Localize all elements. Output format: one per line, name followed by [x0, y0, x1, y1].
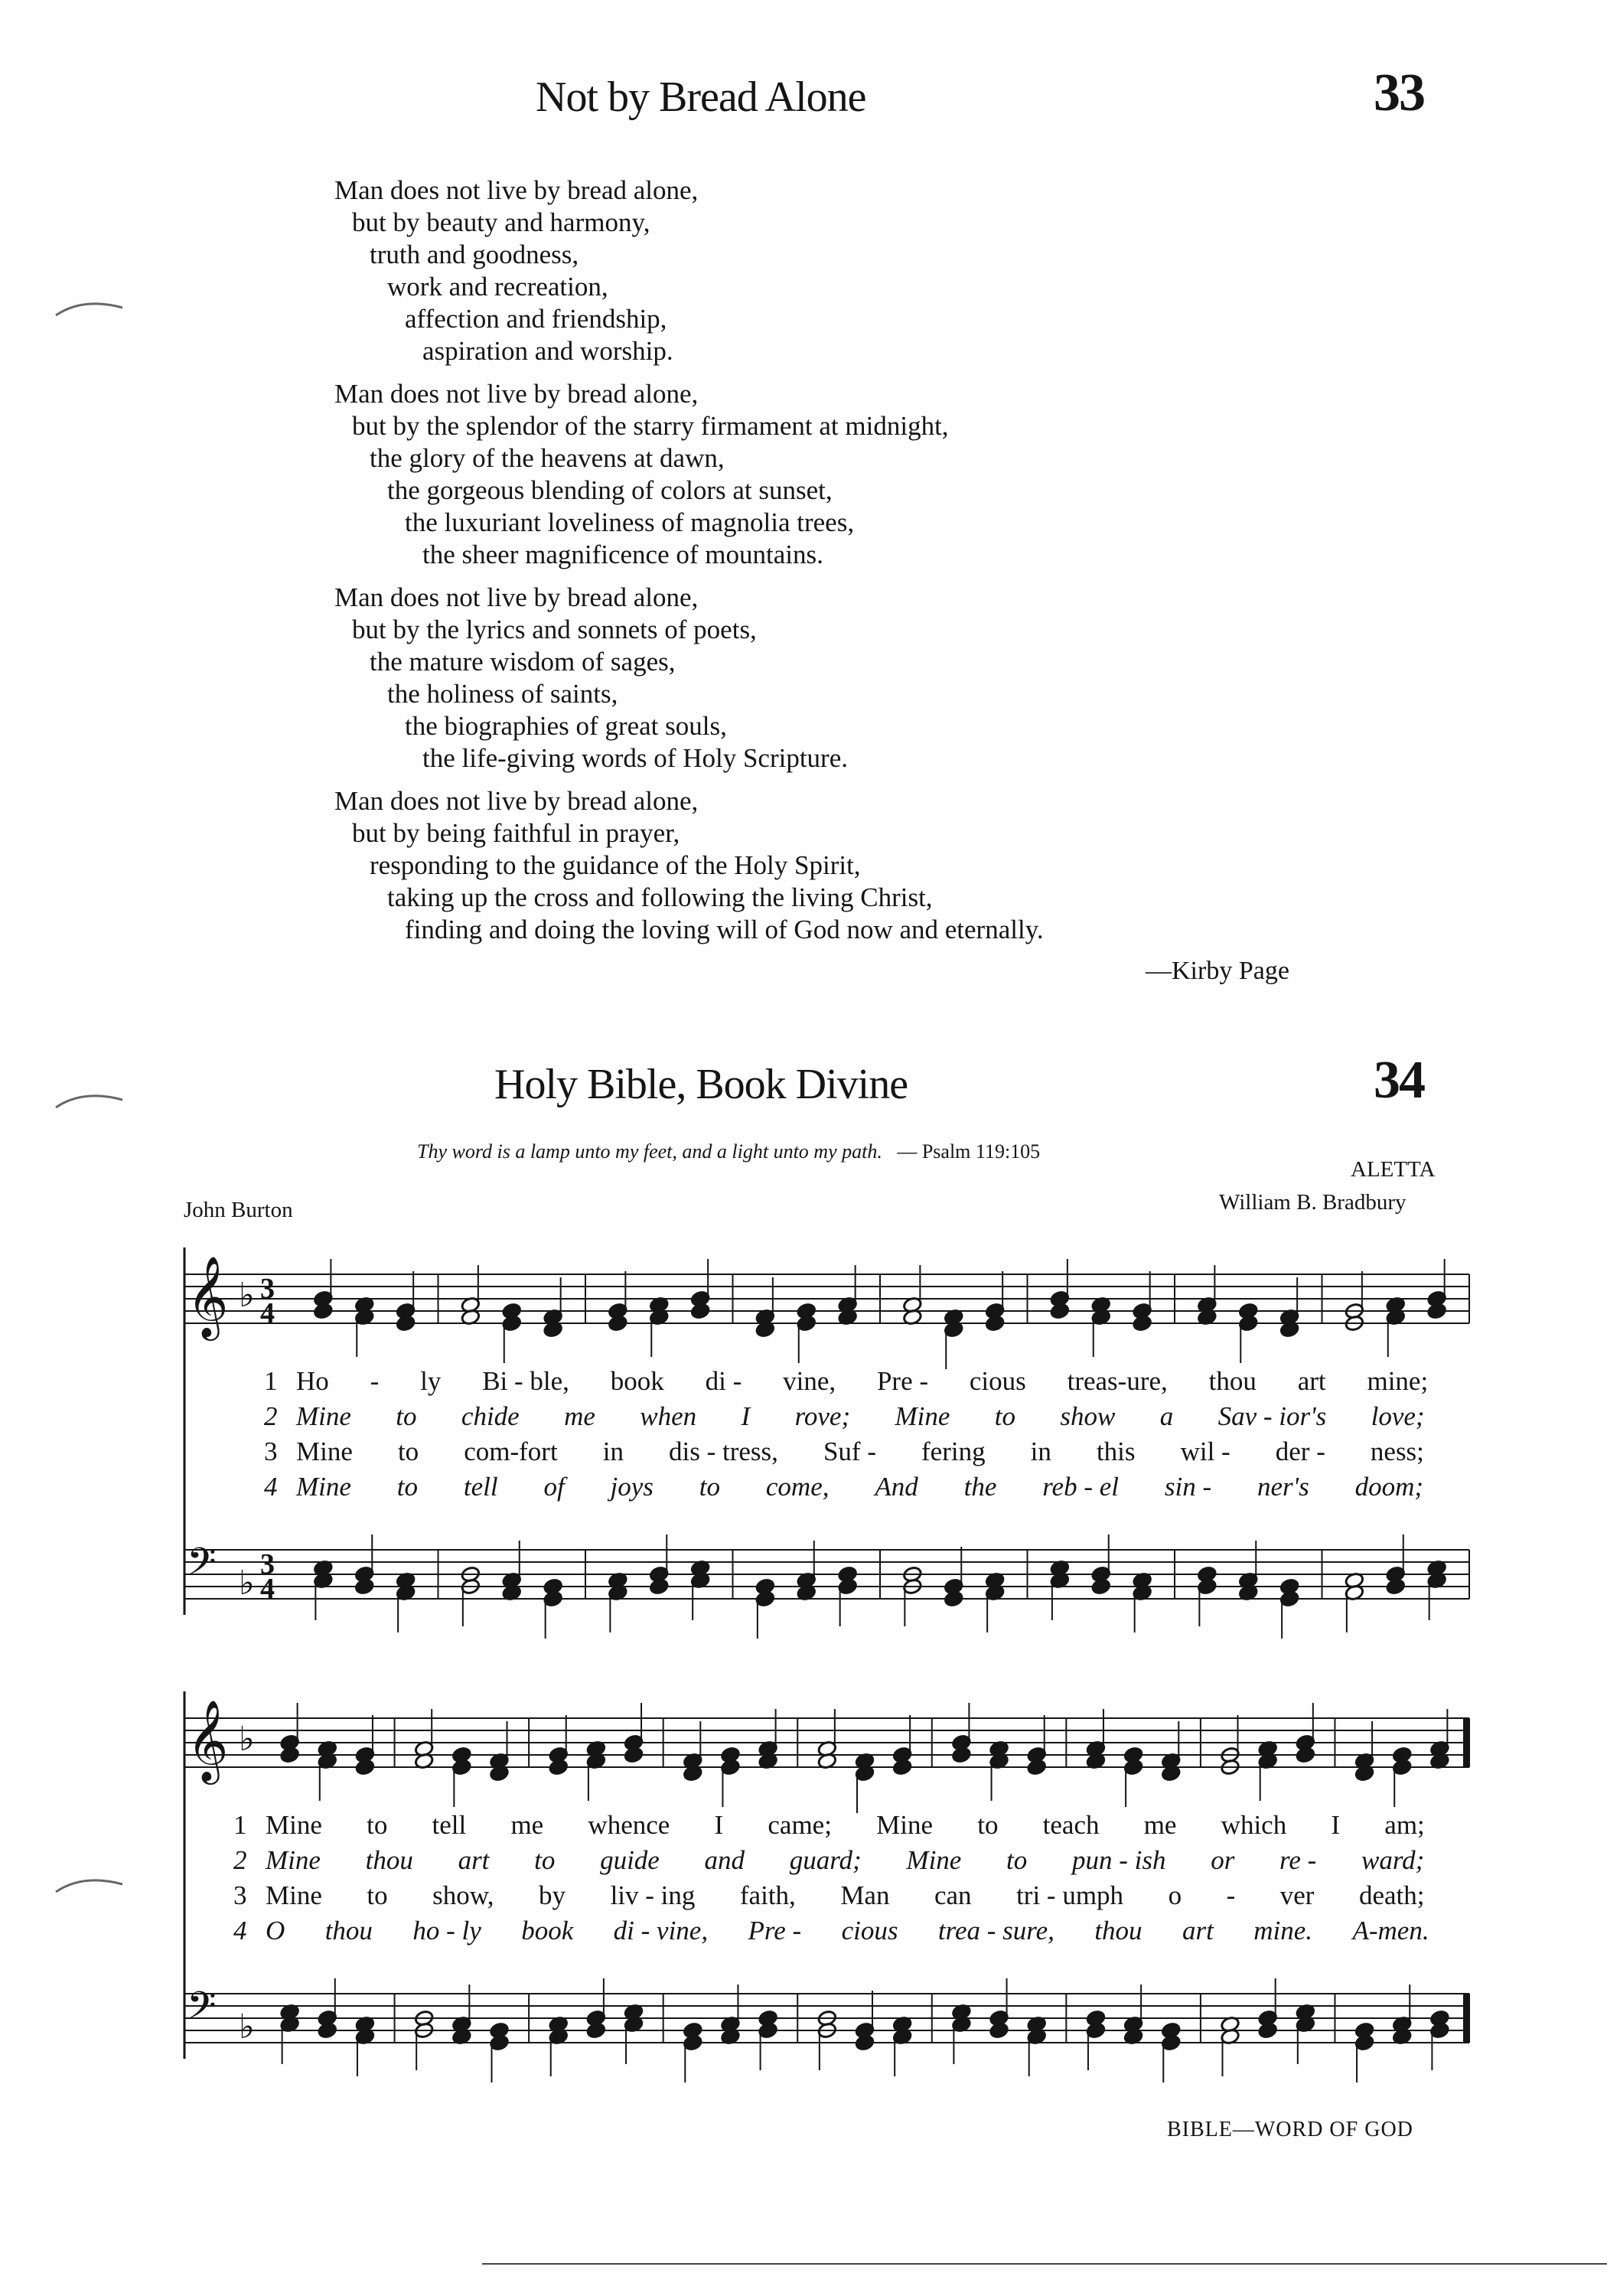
lyric-syllable: re - — [1279, 1845, 1317, 1875]
reading-stanza — [334, 582, 1329, 775]
lyric-syllable: Suf - — [823, 1437, 876, 1466]
note-head — [1427, 1303, 1447, 1320]
lyric-syllable: - — [370, 1366, 380, 1396]
lyric-syllable: to — [397, 1437, 419, 1466]
lyric-syllable: di - — [705, 1366, 742, 1396]
lyric-syllable: sin - — [1164, 1472, 1212, 1502]
verse-number: 4 — [264, 1472, 278, 1502]
reading-line: the biographies of great souls, — [405, 711, 727, 741]
note-head — [1386, 1578, 1406, 1596]
lyric-syllable: tri - umph — [1016, 1880, 1124, 1910]
reading-line: the life-giving words of Holy Scripture. — [422, 743, 849, 773]
lyric-syllable: And — [875, 1472, 918, 1502]
note-head — [624, 1746, 644, 1764]
lyric-syllable: art — [1182, 1916, 1214, 1945]
lyric-syllable: ly — [420, 1366, 442, 1396]
note-head — [951, 1746, 971, 1764]
lyric-syllable: to — [396, 1401, 417, 1431]
lyric-syllable: dis - tress, — [669, 1437, 778, 1466]
lyric-syllable: Bi - ble, — [482, 1366, 569, 1396]
bass-staff — [184, 1967, 1469, 2066]
lyric-syllable: faith, — [739, 1880, 796, 1910]
lyric-syllable: guide — [600, 1845, 660, 1875]
lyric-syllable: com-fort — [464, 1437, 558, 1466]
epigraph-text: Thy word is a lamp unto my feet, and a light unto my path. — [417, 1140, 882, 1163]
lyric-syllable: tell — [432, 1810, 467, 1840]
lyric-syllable: me — [510, 1810, 544, 1840]
note-head — [318, 2022, 337, 2040]
note-head — [313, 1303, 333, 1320]
reading-line: the mature wisdom of sages, — [370, 647, 676, 677]
lyric-syllable: came; — [768, 1810, 832, 1840]
reading-line: Man does not live by bread alone, — [334, 582, 699, 612]
lyric-syllable: of — [543, 1472, 565, 1502]
lyric-syllable: to — [699, 1472, 721, 1502]
lyric-syllable: Mine — [266, 1810, 322, 1840]
epigraph-reference: — Psalm 119:105 — [897, 1140, 1041, 1163]
note-head — [586, 2022, 606, 2040]
bass-clef-icon: 𝄢 — [187, 1984, 217, 2037]
lyric-syllable: art — [1297, 1366, 1326, 1396]
reading-line: the luxuriant loveliness of magnolia trees, — [405, 507, 855, 537]
system-brace-line — [181, 1691, 188, 2059]
flat-icon: ♭ — [239, 1277, 255, 1314]
lyrics-system-2 — [233, 1808, 1469, 1949]
note-head — [1091, 1578, 1111, 1596]
reading-line: taking up the cross and following the living Christ, — [387, 882, 933, 912]
time-signature-bottom: 4 — [260, 1573, 275, 1605]
flat-icon: ♭ — [239, 2008, 255, 2046]
lyric-syllable: ho - ly — [412, 1916, 481, 1945]
lyric-syllable: vine, — [783, 1366, 836, 1396]
lyric-syllable: teach — [1042, 1810, 1100, 1840]
treble-clef-icon: 𝄞 — [187, 1255, 229, 1337]
hymn-epigraph — [417, 1140, 1040, 1163]
lyric-syllable: art — [458, 1845, 490, 1875]
lyric-syllable: trea - sure, — [937, 1916, 1054, 1945]
lyric-syllable: a — [1159, 1401, 1174, 1431]
lyric-syllable: chide — [461, 1401, 520, 1431]
time-signature-top: 3 — [260, 1548, 275, 1580]
reading-line: Man does not live by bread alone, — [334, 379, 699, 409]
reading-line: responding to the guidance of the Holy Spirit, — [370, 850, 861, 880]
lyric-syllable: thou — [1094, 1916, 1143, 1945]
time-signature-bottom: 4 — [260, 1297, 275, 1329]
verse-number: 2 — [233, 1845, 247, 1875]
reading-line: but by being faithful in prayer, — [352, 818, 680, 848]
treble-clef-icon: 𝄞 — [187, 1699, 229, 1781]
reading-attribution: —Kirby Page — [1146, 957, 1289, 985]
lyric-syllable: o — [1168, 1880, 1182, 1910]
verse-number: 1 — [264, 1366, 278, 1396]
lyric-syllable: treas-ure, — [1067, 1366, 1168, 1396]
lyric-syllable: liv - ing — [610, 1880, 696, 1910]
lyric-syllable: by — [539, 1880, 566, 1910]
lyric-syllable: mine; — [1367, 1366, 1429, 1396]
lyric-syllable: Mine — [876, 1810, 934, 1840]
note-head — [649, 1578, 669, 1596]
lyric-syllable: thou — [1208, 1366, 1257, 1396]
punch-mark — [52, 1867, 125, 1898]
verse-number: 2 — [264, 1401, 278, 1431]
lyric-syllable: in — [1030, 1437, 1051, 1466]
lyric-syllable: der - — [1275, 1437, 1325, 1466]
hymn-number: 34 — [1374, 1051, 1424, 1110]
lyric-syllable: which — [1221, 1810, 1287, 1840]
note-head — [1258, 2022, 1278, 2040]
time-signature-top: 3 — [260, 1273, 275, 1305]
lyric-syllable: - — [1226, 1880, 1236, 1910]
lyric-syllable: in — [602, 1437, 624, 1466]
verse-line — [233, 1843, 1469, 1878]
reading-line: but by the lyrics and sonnets of poets, — [352, 615, 757, 644]
note-head — [690, 1303, 710, 1320]
lyric-syllable: me — [564, 1401, 595, 1431]
note-head — [1133, 1315, 1152, 1332]
note-head — [989, 2022, 1009, 2040]
lyric-syllable: to — [396, 1472, 419, 1502]
lyric-syllable: I — [1331, 1810, 1341, 1840]
reading-line: but by the splendor of the starry firmament at midnight, — [352, 411, 949, 441]
reading-title: Not by Bread Alone — [536, 73, 866, 121]
note-head — [608, 1315, 627, 1332]
lyric-syllable: show, — [432, 1880, 494, 1910]
verse-line — [264, 1399, 1469, 1434]
reading-stanza — [334, 174, 1329, 367]
lyric-syllable: Pre - — [748, 1916, 802, 1945]
reading-line: affection and friendship, — [405, 304, 667, 334]
lyric-syllable: the — [963, 1472, 997, 1502]
note-head — [1050, 1303, 1070, 1320]
lyric-syllable: Mine — [266, 1880, 322, 1910]
reading-line: Man does not live by bread alone, — [334, 786, 699, 816]
reading-stanza — [334, 785, 1329, 946]
lyric-syllable: Mine — [266, 1845, 321, 1875]
verse-line — [233, 1878, 1469, 1913]
lyric-syllable: I — [714, 1810, 724, 1840]
lyric-syllable: mine. — [1253, 1916, 1313, 1945]
lyric-syllable: can — [934, 1880, 972, 1910]
verse-line — [264, 1364, 1469, 1399]
lyric-syllable: wil - — [1180, 1437, 1231, 1466]
lyric-syllable: show — [1060, 1401, 1116, 1431]
treble-staff — [184, 1691, 1469, 1791]
reading-line: the glory of the heavens at dawn, — [370, 443, 725, 473]
lyric-syllable: di - vine, — [613, 1916, 709, 1945]
bass-staff — [184, 1523, 1469, 1623]
lyric-syllable: Mine — [906, 1845, 962, 1875]
lyric-syllable: cious — [969, 1366, 1026, 1396]
lyric-syllable: Ho — [296, 1366, 329, 1396]
note-head — [1027, 1759, 1047, 1776]
reading-line: the gorgeous blending of colors at sunset, — [387, 475, 833, 505]
lyric-syllable: when — [640, 1401, 697, 1431]
lyric-syllable: Mine — [895, 1401, 950, 1431]
lyric-syllable: fering — [921, 1437, 986, 1466]
lyric-syllable: reb - el — [1042, 1472, 1120, 1502]
lyric-syllable: thou — [324, 1916, 373, 1945]
reading-text — [334, 174, 1329, 957]
lyric-syllable: Man — [840, 1880, 890, 1910]
lyric-syllable: Pre - — [876, 1366, 929, 1396]
note-head — [280, 1746, 300, 1764]
note-head — [354, 1578, 374, 1596]
verse-number: 4 — [233, 1916, 247, 1945]
verse-line — [233, 1808, 1469, 1843]
note-head — [944, 1590, 963, 1608]
lyric-syllable: guard; — [789, 1845, 862, 1875]
lyric-syllable: Sav - ior's — [1217, 1401, 1327, 1431]
lyric-syllable: Mine — [296, 1437, 353, 1466]
tune-name: ALETTA — [1351, 1157, 1436, 1182]
reading-line: Man does not live by bread alone, — [334, 175, 699, 205]
lyric-syllable: book — [521, 1916, 574, 1945]
lyric-syllable: to — [367, 1810, 388, 1840]
lyric-syllable: ver — [1279, 1880, 1315, 1910]
note-head — [1296, 1746, 1315, 1764]
lyricist: John Burton — [184, 1198, 293, 1222]
final-bar-line — [1463, 1718, 1468, 1767]
note-head — [396, 1315, 416, 1332]
reading-stanza — [334, 378, 1329, 571]
lyric-syllable: am; — [1384, 1810, 1425, 1840]
punch-mark — [52, 1083, 125, 1114]
reading-line: the sheer magnificence of mountains. — [422, 540, 823, 569]
lyric-syllable: joys — [610, 1472, 654, 1502]
lyric-syllable: O — [266, 1916, 285, 1945]
reading-line: the holiness of saints, — [387, 679, 618, 709]
lyric-syllable: thou — [365, 1845, 413, 1875]
lyric-syllable: this — [1096, 1437, 1136, 1466]
note-head — [355, 1759, 375, 1776]
lyric-syllable: book — [610, 1366, 664, 1396]
flat-icon: ♭ — [239, 1720, 255, 1758]
lyric-syllable: whence — [588, 1810, 670, 1840]
lyric-syllable: to — [534, 1845, 556, 1875]
flat-icon: ♭ — [239, 1564, 255, 1602]
treble-staff — [184, 1247, 1469, 1347]
lyric-syllable: rove; — [794, 1401, 851, 1431]
punch-mark — [52, 291, 125, 321]
lyric-syllable: ner's — [1257, 1472, 1309, 1502]
lyric-syllable: love; — [1371, 1401, 1425, 1431]
lyric-syllable: ness; — [1370, 1437, 1424, 1466]
note-head — [855, 2034, 875, 2052]
reading-line: but by beauty and harmony, — [352, 207, 650, 237]
verse-line — [264, 1434, 1469, 1469]
hymn-category: BIBLE—WORD OF GOD — [1167, 2118, 1413, 2141]
lyric-syllable: to — [1006, 1845, 1028, 1875]
note-head — [985, 1315, 1005, 1332]
lyric-syllable: and — [704, 1845, 745, 1875]
lyric-syllable: death; — [1358, 1880, 1425, 1910]
note-head — [549, 1759, 569, 1776]
verse-line — [233, 1913, 1469, 1949]
lyric-syllable: to — [977, 1810, 999, 1840]
verse-line — [264, 1469, 1469, 1505]
lyric-syllable: I — [741, 1401, 751, 1431]
lyric-syllable: Mine — [296, 1472, 351, 1502]
composer: William B. Bradbury — [1219, 1190, 1407, 1215]
lyric-syllable: to — [367, 1880, 388, 1910]
lyric-syllable: pun - ish — [1071, 1845, 1166, 1875]
reading-number: 33 — [1374, 64, 1424, 122]
reading-line: truth and goodness, — [370, 240, 579, 269]
scan-edge-line — [482, 2262, 1607, 2266]
lyric-syllable: tell — [463, 1472, 498, 1502]
lyric-syllable: cious — [841, 1916, 898, 1945]
reading-line: work and recreation, — [387, 272, 608, 302]
verse-number: 3 — [264, 1437, 278, 1466]
final-bar-line — [1463, 1994, 1468, 2043]
verse-number: 3 — [233, 1880, 247, 1910]
lyric-syllable: come, — [765, 1472, 830, 1502]
verse-number: 1 — [233, 1810, 247, 1840]
lyric-syllable: or — [1211, 1845, 1235, 1875]
reading-line: aspiration and worship. — [422, 336, 673, 366]
lyric-syllable: me — [1143, 1810, 1177, 1840]
lyric-syllable: Mine — [296, 1401, 351, 1431]
lyric-syllable: A-men. — [1352, 1916, 1429, 1945]
bass-clef-icon: 𝄢 — [187, 1540, 217, 1593]
hymn-title: Holy Bible, Book Divine — [494, 1061, 908, 1108]
note-head — [892, 1759, 912, 1776]
lyric-syllable: to — [994, 1401, 1016, 1431]
reading-line: finding and doing the loving will of God now and eternally. — [405, 915, 1044, 944]
lyric-syllable: ward; — [1361, 1845, 1425, 1875]
system-brace-line — [181, 1247, 188, 1615]
lyric-syllable: doom; — [1354, 1472, 1424, 1502]
lyrics-system-1 — [264, 1364, 1469, 1505]
